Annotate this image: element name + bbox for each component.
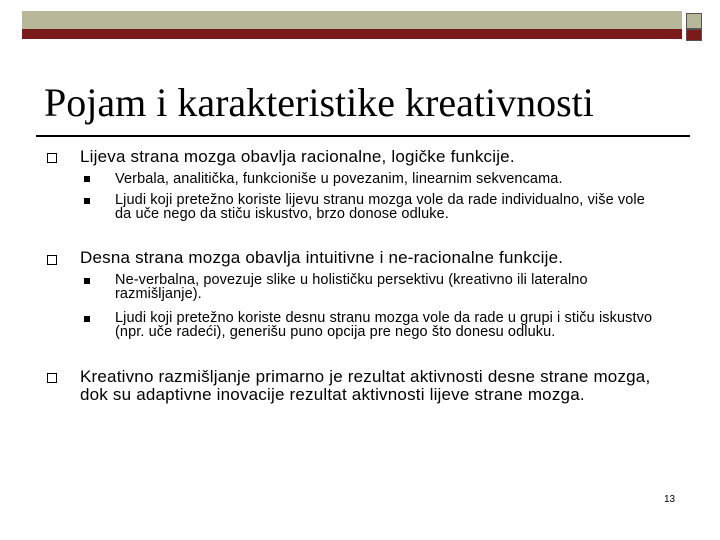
bullet-text: Lijeva strana mozga obavlja racionalne, logičke funkcije. <box>80 147 515 166</box>
slide-title: Pojam i karakteristike kreativnosti <box>44 80 594 125</box>
filled-square-bullet-icon <box>84 278 90 284</box>
bullet-text: Kreativno razmišljanje primarno je rezultat aktivnosti desne strane mozga, dok su adaptivne inovacije rezultat aktivnosti lijeve strane mozga. <box>80 367 651 404</box>
sub-bullet-text: Verbala, analitička, funkcioniše u povezanim, linearnim sekvencama. <box>115 171 563 187</box>
square-bullet-icon <box>47 373 57 383</box>
sub-bullet-text: Ljudi koji pretežno koriste lijevu stranu mozga vole da rade individualno, više vole da uče nego da stiču iskustvo, brzo donose odluke. <box>115 192 645 222</box>
filled-square-bullet-icon <box>84 198 90 204</box>
filled-square-bullet-icon <box>84 316 90 322</box>
bullet-text: Desna strana mozga obavlja intuitivne i ne-racionalne funkcije. <box>80 248 564 267</box>
sub-bullet-text: Ljudi koji pretežno koriste desnu stranu mozga vole da rade u grupi i stiču iskustvo (npr. uče radeći), generišu puno opcija pre nego što donesu odluku. <box>115 310 653 340</box>
sub-bullet-text: Ne-verbalna, povezuje slike u holističku persektivu (kreativno ili lateralno razmišljanje). <box>115 272 588 302</box>
square-bullet-icon <box>47 153 57 163</box>
filled-square-bullet-icon <box>84 176 90 182</box>
page-number: 13 <box>664 494 676 505</box>
square-bullet-icon <box>47 255 57 265</box>
